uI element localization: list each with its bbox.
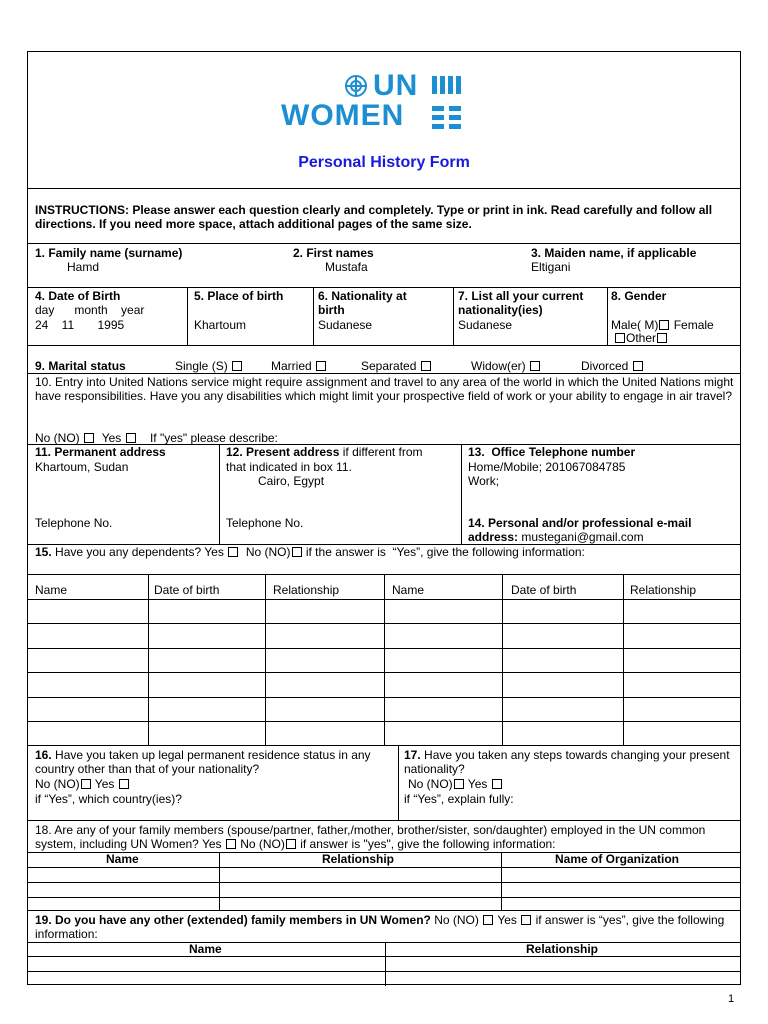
q8-label: 8. Gender (611, 289, 667, 303)
q7-label: 7. List all your current (458, 289, 584, 303)
q11-value[interactable]: Khartoum, Sudan (35, 460, 129, 474)
dependents-header-relationship-2: Relationship (630, 583, 697, 597)
q13-work-value[interactable]: Work; (468, 474, 500, 488)
q12-label-bold: 12. Present address (226, 445, 340, 459)
married-label: Married (271, 359, 312, 373)
q14-address (468, 530, 644, 544)
separated-checkbox[interactable] (421, 361, 431, 371)
widow-label: Widow(er) (471, 359, 526, 373)
q18-text-2: if answer is "yes", give the following information: (296, 837, 556, 851)
q19-text-bold: 19. Do you have any other (extended) family members in UN Women? (35, 913, 431, 927)
dependents-header-dob-2: Date of birth (511, 583, 577, 597)
q10-text: 10. Entry into United Nations service might require assignment and travel to any area of the world in which the United Nations might have responsibilities. Have you any disabilities which might limit your prospective field of work or your ability to engage in air travel? (35, 375, 734, 403)
q8-other-option (614, 331, 668, 345)
q2-value[interactable]: Mustafa (325, 260, 368, 274)
q12-telephone-label: Telephone No. (226, 516, 304, 530)
q18-header-relationship: Relationship (322, 852, 395, 866)
un-women-logo (277, 69, 497, 136)
q6-label: 6. Nationality at (318, 289, 407, 303)
q10-describe-label: If "yes" please describe: (149, 431, 278, 445)
q16-question (35, 748, 390, 776)
q17-yes-label: Yes (467, 777, 488, 791)
q18-header-name: Name (106, 852, 139, 866)
q5-value[interactable]: Khartoum (194, 318, 247, 332)
q8-male-label: Male( M) (611, 318, 659, 332)
q15-no-checkbox[interactable] (292, 547, 302, 557)
dependents-header-name-2: Name (392, 583, 425, 597)
q16-yes-checkbox[interactable] (119, 779, 129, 789)
q9-separated (361, 359, 432, 373)
q9-label: 9. Marital status (35, 359, 126, 373)
q8-other-label: Other (626, 331, 657, 345)
q16-num: 16. (35, 748, 52, 762)
dependents-header-dob: Date of birth (154, 583, 220, 597)
q15-text-2: if the answer is “Yes”, give the following information: (302, 545, 585, 559)
q18-header-organization: Name of Organization (555, 852, 680, 866)
form-title: Personal History Form (298, 154, 470, 171)
q16-yes-label: Yes (94, 777, 115, 791)
q9-single (175, 359, 243, 373)
q9-married (271, 359, 327, 373)
q10-yes-label: Yes (101, 431, 122, 445)
other-extra-checkbox[interactable] (657, 333, 667, 343)
q15-no-label: No (NO) (245, 545, 291, 559)
q10-options (35, 431, 278, 445)
q17-num: 17. (404, 748, 421, 762)
logo-un-text: UN (373, 69, 419, 102)
q7-value[interactable]: Sudanese (458, 318, 513, 332)
other-checkbox[interactable] (615, 333, 625, 343)
q10-no-checkbox[interactable] (84, 433, 94, 443)
dependents-header-relationship: Relationship (273, 583, 340, 597)
q17-question (404, 748, 734, 776)
q19-no-checkbox[interactable] (483, 915, 493, 925)
q13-home-value[interactable]: Home/Mobile; 201067084785 (468, 460, 626, 474)
q16-text: Have you taken up legal permanent residence status in any country other than that of your nationality? (35, 748, 371, 776)
q10-no-label: No (NO) (35, 431, 80, 445)
q1-label: 1. Family name (surname) (35, 246, 183, 260)
q12-label-rest: if different from (339, 445, 423, 459)
page-number: 1 (728, 993, 735, 1005)
q18-text: 18. Are any of your family members (spouse/partner, father,/mother, brother/sister, son/daughter) employed in the UN common system, including UN Women? Yes (35, 823, 706, 851)
q4-value[interactable]: 24 11 1995 (35, 318, 125, 332)
q14-label: 14. Personal and/or professional e-mail (468, 516, 692, 530)
q19-header-relationship: Relationship (526, 942, 599, 956)
instructions-text: INSTRUCTIONS: Please answer each question clearly and completely. Type or print in ink. Read carefully and follow all directions. If you need more space, attach additional pages of the same size. (35, 203, 713, 231)
q10-yes-checkbox[interactable] (126, 433, 136, 443)
widow-checkbox[interactable] (530, 361, 540, 371)
q14-email-value[interactable]: mustegani@gmail.com (518, 530, 644, 544)
q19-yes-checkbox[interactable] (521, 915, 531, 925)
q19-no-label: No (NO) (430, 913, 483, 927)
q14-label-2: address: (468, 530, 519, 544)
q12-label-2: that indicated in box 11. (226, 460, 352, 474)
q15-num: 15. (35, 545, 52, 559)
q6-label-2: birth (318, 303, 345, 317)
q15-text: Have you any dependents? Yes (51, 545, 228, 559)
married-checkbox[interactable] (316, 361, 326, 371)
q17-no-label: No (NO) (408, 777, 453, 791)
q6-value[interactable]: Sudanese (318, 318, 373, 332)
q17-text: Have you taken any steps towards changing your present nationality? (404, 748, 730, 776)
q16-no-checkbox[interactable] (81, 779, 91, 789)
q1-value[interactable]: Hamd (67, 260, 100, 274)
q11-label: 11. Permanent address (35, 445, 166, 459)
q8-female-label: Female (673, 318, 714, 332)
q4-label: 4. Date of Birth (35, 289, 121, 303)
q9-divorced (581, 359, 644, 373)
q17-yes-checkbox[interactable] (492, 779, 502, 789)
personal-history-form (27, 51, 741, 985)
q8-male-option (611, 318, 714, 332)
divorced-label: Divorced (581, 359, 629, 373)
q16-no-label: No (NO) (35, 777, 80, 791)
divorced-checkbox[interactable] (633, 361, 643, 371)
separated-label: Separated (361, 359, 417, 373)
q19-text: if answer is “yes”, give the following information: (35, 913, 725, 941)
q12-value[interactable]: Cairo, Egypt (258, 474, 325, 488)
q17-no-checkbox[interactable] (454, 779, 464, 789)
q15-question (35, 545, 585, 559)
q18-no-checkbox[interactable] (286, 839, 296, 849)
dependents-header-name: Name (35, 583, 68, 597)
q19-question (35, 913, 735, 941)
q19-yes-label: Yes (494, 913, 521, 927)
q5-label: 5. Place of birth (194, 289, 284, 303)
male-checkbox[interactable] (659, 320, 669, 330)
q11-telephone-label: Telephone No. (35, 516, 113, 530)
single-label: Single (S) (175, 359, 228, 373)
logo-women-text: WOMEN (281, 99, 405, 132)
q12-label (226, 445, 423, 459)
q16-options (35, 777, 130, 791)
q17-options (408, 777, 503, 791)
q9-widow (471, 359, 541, 373)
q19-header-name: Name (189, 942, 222, 956)
q3-label: 3. Maiden name, if applicable (531, 246, 697, 260)
single-checkbox[interactable] (232, 361, 242, 371)
q3-value[interactable]: Eltigani (531, 260, 571, 274)
q16-which-label: if “Yes”, which country(ies)? (35, 792, 182, 806)
q15-yes-checkbox[interactable] (228, 547, 238, 557)
q2-label: 2. First names (293, 246, 374, 260)
q18-no-label: No (NO) (236, 837, 285, 851)
q4-sublabel: day month year (35, 303, 145, 317)
q18-question (35, 823, 735, 851)
q18-yes-checkbox[interactable] (226, 839, 236, 849)
q13-label: 13. Office Telephone number (468, 445, 636, 459)
q17-explain-label: if “Yes”, explain fully: (404, 792, 514, 806)
q7-label-2: nationality(ies) (458, 303, 543, 317)
